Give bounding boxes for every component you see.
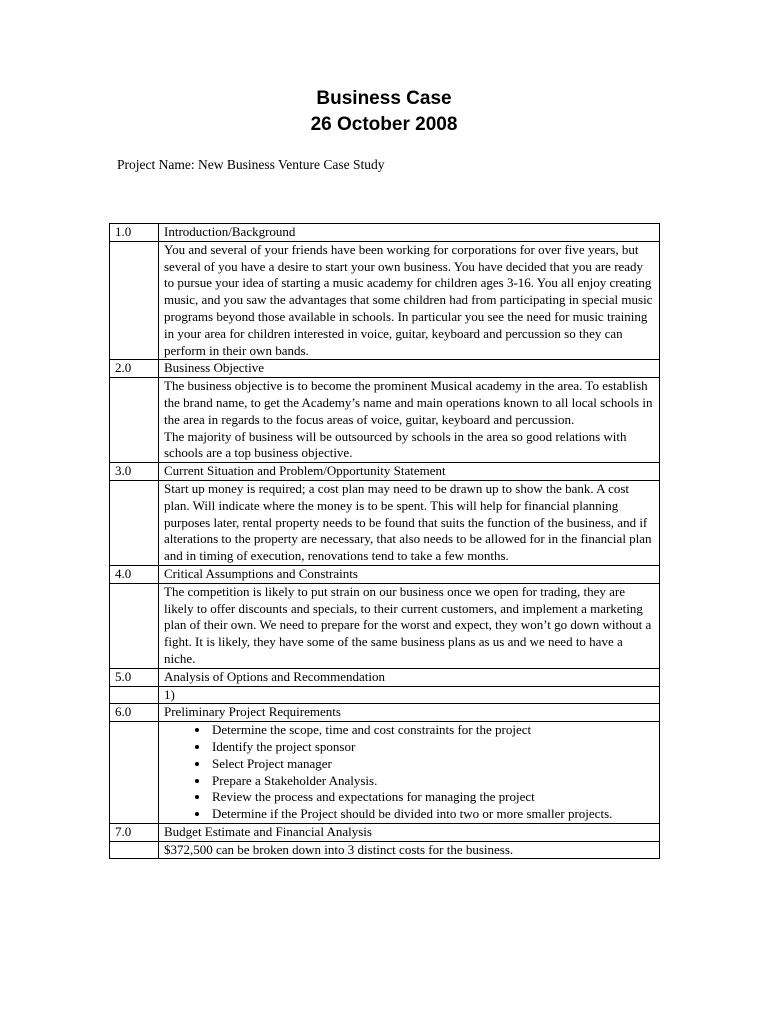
empty-cell: [110, 378, 159, 463]
requirements-list: [164, 722, 655, 823]
section-1-heading-row: [110, 224, 660, 242]
empty-cell: [110, 722, 159, 824]
section-6-heading-row: [110, 704, 660, 722]
section-5-body-row: [110, 686, 660, 704]
section-5-heading-row: [110, 668, 660, 686]
section-2-body-row: [110, 378, 660, 463]
section-4-heading-row: [110, 565, 660, 583]
section-3-body-row: [110, 480, 660, 565]
section-body: [159, 583, 660, 668]
section-heading: Analysis of Options and Recommendation: [159, 668, 660, 686]
section-body-text: You and several of your friends have been working for corporations for over five years, but several of you have a desire to start your own business. You have decided that you are ready to pursue your idea of starting a music academy for children ages 3-16. You all enjoy creating music, and you saw the advantages that some children had from participating in special music programs beyond those available in schools. In particular you see the need for music training in your area for children interested in voice, guitar, keyboard and percussion so they can perform in their own bands.: [164, 241, 653, 358]
list-item: • Determine if the Project should be divided into two or more smaller projects.: [210, 806, 655, 823]
section-6-body-row: [110, 722, 660, 824]
section-number: 5.0: [110, 668, 159, 686]
section-body: [159, 378, 660, 463]
section-number: 3.0: [110, 463, 159, 481]
section-body-text: Start up money is required; a cost plan may need to be drawn up to show the bank. A cost plan. Will indicate where the money is to be spent. This will help for financial planning purposes later, rental property needs to be found that suits the function of the business, and if alterations to the property are necessary, that also needs to be allowed for in the financial plan and in timing of execution, renovations tend to take a few months.: [164, 480, 652, 564]
project-name-label: Project Name:: [117, 157, 195, 172]
project-name-value: New Business Venture Case Study: [197, 157, 385, 172]
section-number: 7.0: [110, 823, 159, 841]
list-item: • Select Project manager: [210, 756, 655, 773]
section-4-body-row: [110, 583, 660, 668]
section-7-body-row: [110, 841, 660, 859]
project-name-line: [117, 156, 384, 174]
section-7-heading-row: [110, 823, 660, 841]
section-body-text: 1): [164, 686, 175, 702]
empty-cell: [110, 241, 159, 360]
empty-cell: [110, 841, 159, 859]
section-heading: Budget Estimate and Financial Analysis: [159, 823, 660, 841]
section-number: 6.0: [110, 704, 159, 722]
section-body-text: The majority of business will be outsourced by schools in the area so good relations with schools are a top business objective.: [164, 428, 627, 461]
section-number: 4.0: [110, 565, 159, 583]
section-body-text: The business objective is to become the prominent Musical academy in the area. To establish the brand name, to get the Academy’s name and main operations known to all local schools in the area in regards to the focus areas of voice, guitar, keyboard and percussion.: [164, 378, 653, 427]
section-heading: Current Situation and Problem/Opportunity Statement: [159, 463, 660, 481]
section-body: [159, 480, 660, 565]
list-item: • Prepare a Stakeholder Analysis.: [210, 773, 655, 790]
section-body-text: The competition is likely to put strain on our business once we open for trading, they are likely to offer discounts and specials, to their current customers, and implement a marketing plan of their own. We need to prepare for the worst and expect, they won’t go down without a fight. It is likely, they have some of the same business plans as us and we need to have a niche.: [164, 583, 652, 666]
section-heading: Business Objective: [159, 360, 660, 378]
business-case-table: [109, 223, 660, 859]
section-heading: Critical Assumptions and Constraints: [159, 565, 660, 583]
section-heading: Preliminary Project Requirements: [159, 704, 660, 722]
document-date: 26 October 2008: [310, 114, 458, 135]
section-number: 1.0: [110, 224, 159, 242]
empty-cell: [110, 686, 159, 704]
section-body: [159, 241, 660, 360]
section-body: [159, 722, 660, 824]
section-heading: Introduction/Background: [159, 224, 660, 242]
list-item: • Review the process and expectations for managing the project: [210, 789, 655, 806]
section-1-body-row: [110, 241, 660, 360]
list-item: • Determine the scope, time and cost constraints for the project: [210, 722, 655, 739]
list-item: • Identify the project sponsor: [210, 739, 655, 756]
section-body-text: $372,500 can be broken down into 3 distinct costs for the business.: [164, 841, 514, 857]
section-3-heading-row: [110, 463, 660, 481]
section-number: 2.0: [110, 360, 159, 378]
section-body: [159, 686, 660, 704]
empty-cell: [110, 480, 159, 565]
section-body: [159, 841, 660, 859]
document-title: Business Case: [316, 88, 452, 109]
empty-cell: [110, 583, 159, 668]
section-2-heading-row: [110, 360, 660, 378]
